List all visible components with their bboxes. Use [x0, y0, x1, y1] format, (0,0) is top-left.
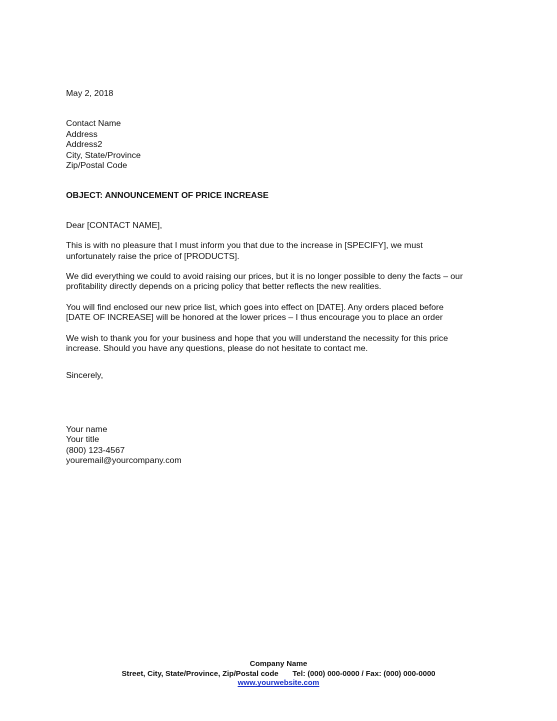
- recipient-address-line1: Address: [66, 128, 98, 139]
- closing: [66, 370, 496, 380]
- paragraph-line: We wish to thank you for your business and hope that you will understand the necessity for this price: [66, 332, 448, 343]
- letter-subject: [66, 190, 496, 200]
- footer-contact: Tel: (000) 000-0000 / Fax: (000) 000-0000: [292, 668, 436, 678]
- letter-footer: [0, 659, 557, 688]
- footer-address: Street, City, State/Province, Zip/Postal code: [121, 668, 279, 678]
- paragraph-line: This is with no pleasure that I must inform you that due to the increase in [SPECIFY], we must: [66, 240, 423, 251]
- paragraph-4: [66, 333, 496, 354]
- footer-company: Company Name: [249, 659, 308, 668]
- footer-website-link[interactable]: www.yourwebsite.com: [237, 678, 320, 688]
- recipient-zip: Zip/Postal Code: [66, 160, 128, 171]
- signature-title: Your title: [66, 434, 100, 445]
- date-text: May 2, 2018: [66, 88, 114, 98]
- recipient-address-line2: Address2: [66, 139, 103, 150]
- paragraph-line: You will find enclosed our new price list, which goes into effect on [DATE]. Any orders placed before: [66, 301, 444, 312]
- closing-text: Sincerely,: [66, 369, 104, 380]
- footer-address-line: [0, 669, 557, 679]
- recipient-city: City, State/Province: [66, 149, 141, 160]
- signature-name: Your name: [66, 423, 108, 434]
- paragraph-1: [66, 240, 496, 261]
- signature-block: [66, 424, 496, 466]
- letter-body: [66, 88, 496, 466]
- paragraph-line: profitability directly depends on a pricing policy that better reflects the new realities.: [66, 281, 382, 292]
- subject-text: OBJECT: ANNOUNCEMENT OF PRICE INCREASE: [66, 190, 269, 201]
- salutation: [66, 220, 496, 230]
- paragraph-line: We did everything we could to avoid raising our prices, but it is no longer possible to deny the facts – our: [66, 271, 463, 282]
- recipient-address: [66, 118, 496, 170]
- signature-email: youremail@yourcompany.com: [66, 455, 182, 466]
- salutation-text: Dear [CONTACT NAME],: [66, 219, 163, 230]
- paragraph-line: unfortunately raise the price of [PRODUCTS].: [66, 250, 240, 261]
- signature-phone: (800) 123-4567: [66, 444, 125, 455]
- letter-date: [66, 88, 496, 98]
- recipient-name: Contact Name: [66, 118, 121, 129]
- paragraph-2: [66, 271, 496, 292]
- paragraph-line: [DATE OF INCREASE] will be honored at the lower prices – I thus encourage you to place an order: [66, 312, 443, 323]
- paragraph-3: [66, 302, 496, 323]
- paragraph-line: increase. Should you have any questions, please do not hesitate to contact me.: [66, 343, 368, 354]
